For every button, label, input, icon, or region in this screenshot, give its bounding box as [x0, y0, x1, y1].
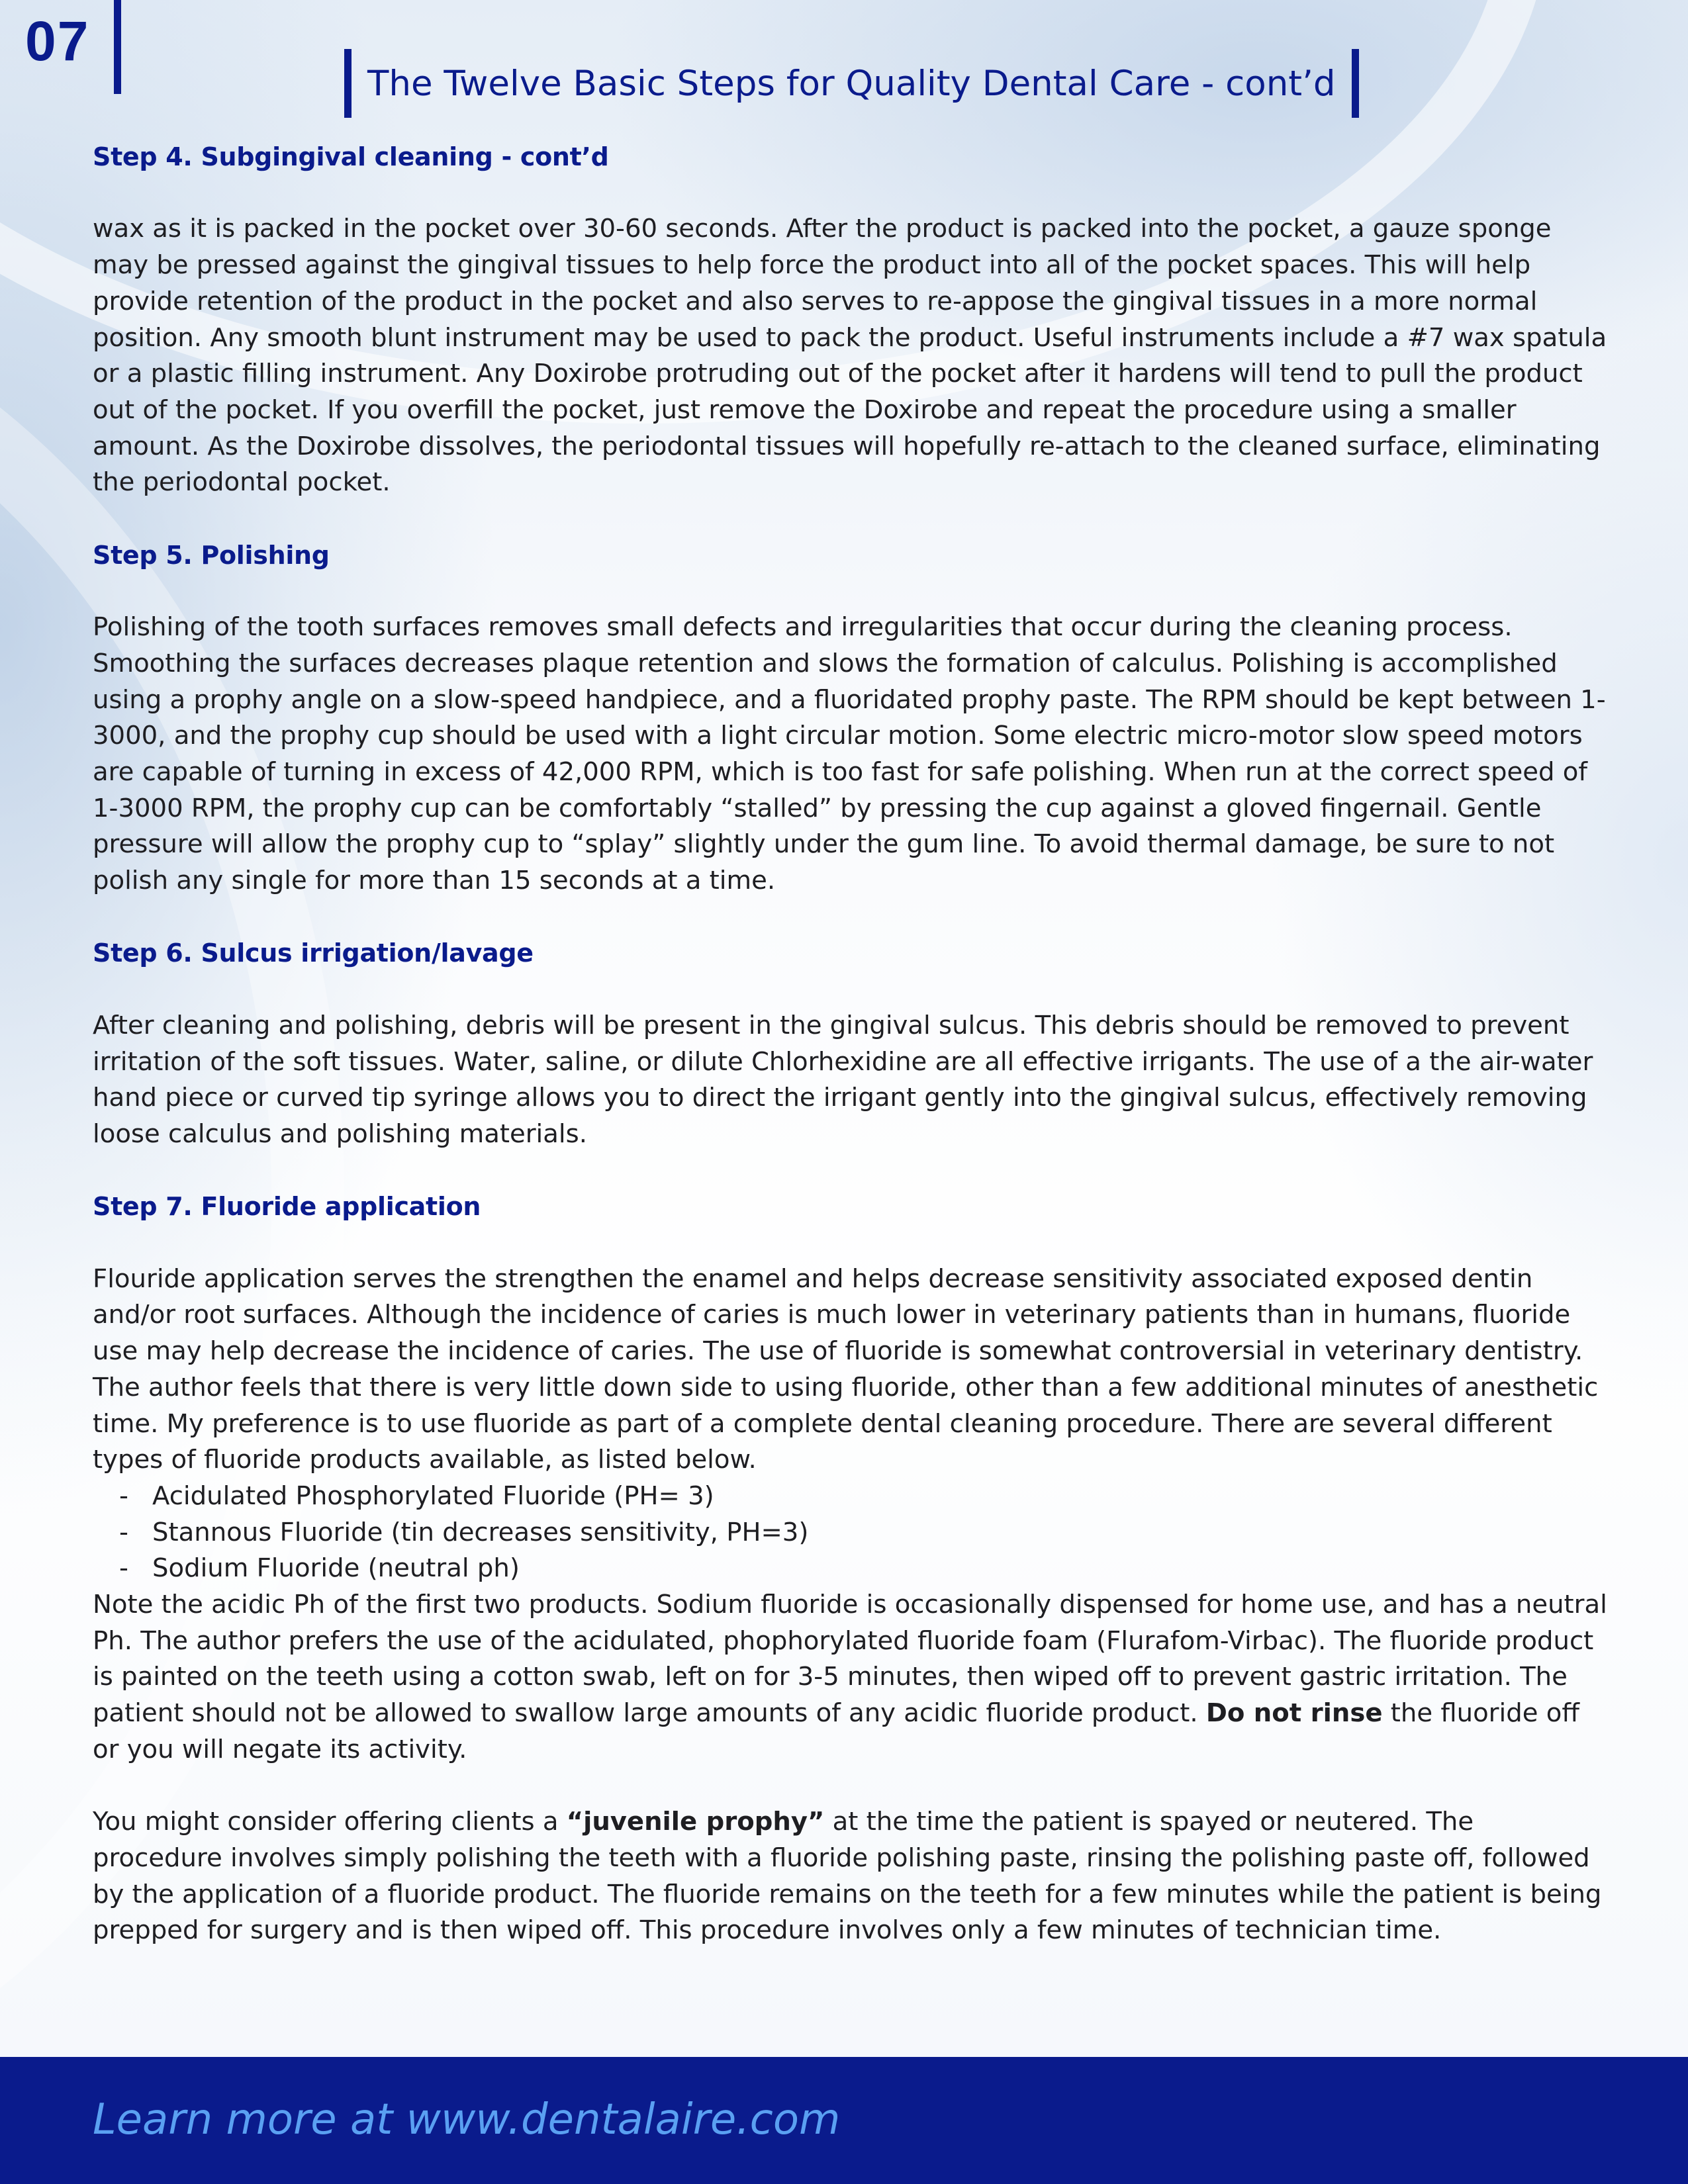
juvenile-text: You might consider offering clients a	[93, 1807, 559, 1837]
juvenile-prophy-emphasis: “juvenile prophy”	[566, 1807, 825, 1837]
step-5-heading: Step 5. Polishing	[93, 540, 330, 570]
step-6-paragraph: After cleaning and polishing, debris will be present in the gingival sulcus. This debris should be removed to prevent irritation of the soft tissues. Water, saline, or dilute Chlorhexidine are all effective irrigants. The use of a the air-water hand piece or curved tip syringe allows you to direct the irrigant gently into the gingival sulcus, effectively removing loose calculus and polishing materials.	[93, 1010, 1593, 1149]
header-left-bar	[344, 49, 352, 118]
list-item	[119, 1515, 1609, 1551]
list-dash: -	[119, 1517, 128, 1547]
juvenile-text-end: at the time the patient is spayed or neutered. The procedure involves simply polishing the teeth with a fluoride polishing paste, rinsing the polishing paste off, followed by the application of a fluoride product. The fluoride remains on the teeth for a few minutes while the patient is being prepped for surgery and is then wiped off. This procedure involves only a few minutes of technician time.	[93, 1807, 1602, 1946]
step-4-heading: Step 4. Subgingival cleaning - cont’d	[93, 142, 609, 171]
step-7-section	[93, 1189, 1609, 1949]
note-text: Note the acidic Ph of the first two products. Sodium fluoride is occasionally dispensed for home use, and has a neutral Ph. The author prefers the use of the acidulated, phophorylated fluoride foam (Flurafom-Virbac). The fluoride product is painted on the teeth using a cotton swab, left on for 3-5 minutes, then wiped off to prevent gastric irritation. The patient should not be allowed to swallow large amounts of any acidic fluoride product.	[93, 1590, 1607, 1729]
step-7-paragraph: Flouride application serves the strengthen the enamel and helps decrease sensitivity associated exposed dentin and/or root surfaces. Although the incidence of caries is much lower in veterinary patients than in humans, fluoride use may help decrease the incidence of caries. The use of fluoride is somewhat controversial in veterinary dentistry. The author feels that there is very little down side to using fluoride, other than a few additional minutes of anesthetic time. My preference is to use fluoride as part of a complete dental cleaning procedure. There are several different types of fluoride products available, as listed below.	[93, 1263, 1599, 1475]
step-6-heading: Step 6. Sulcus irrigation/lavage	[93, 938, 534, 968]
note-text-end: the fluoride off or you will negate its activity.	[93, 1698, 1579, 1764]
page-title: The Twelve Basic Steps for Quality Dental Care - cont’d	[367, 63, 1336, 104]
fluoride-note-paragraph	[93, 1587, 1609, 1768]
fluoride-types-list	[93, 1479, 1609, 1587]
step-4-paragraph: wax as it is packed in the pocket over 30-60 seconds. After the product is packed into the pocket, a gauze sponge may be pressed against the gingival tissues to help force the product into all of the pocket spaces. This will help provide retention of the product in the pocket and also serves to re-appose the gingival tissues in a more normal position. Any smooth blunt instrument may be used to pack the product. Useful instruments include a #7 wax spatula or a plastic filling instrument. Any Doxirobe protruding out of the pocket after it hardens will tend to pull the product out of the pocket. If you overfill the pocket, just remove the Doxirobe and repeat the procedure using a smaller amount. As the Doxirobe dissolves, the periodontal tissues will hopefully re-attach to the cleaned surface, eliminating the periodontal pocket.	[93, 214, 1607, 498]
do-not-rinse-emphasis: Do not rinse	[1205, 1698, 1383, 1729]
step-5-section	[93, 537, 1609, 899]
list-item	[119, 1551, 1609, 1587]
step-6-section	[93, 935, 1609, 1152]
step-7-heading: Step 7. Fluoride application	[93, 1192, 481, 1222]
list-dash: -	[119, 1553, 128, 1584]
list-item	[119, 1479, 1609, 1515]
main-content	[93, 139, 1609, 1985]
list-item-text: Stannous Fluoride (tin decreases sensitivity, PH=3)	[152, 1517, 809, 1547]
step-5-paragraph: Polishing of the tooth surfaces removes small defects and irregularities that occur during the cleaning process. Smoothing the surfaces decreases plaque retention and slows the formation of calculus. Polishing is accomplished using a prophy angle on a slow-speed handpiece, and a fluoridated prophy paste. The RPM should be kept between 1-3000, and the prophy cup should be used with a light circular motion. Some electric micro-motor slow speed motors are capable of turning in excess of 42,000 RPM, which is too fast for safe polishing. When run at the correct speed of 1-3000 RPM, the prophy cup can be comfortably “stalled” by pressing the cup against a gloved fingernail. Gentle pressure will allow the prophy cup to “splay” slightly under the gum line. To avoid thermal damage, be sure to not polish any single for more than 15 seconds at a time.	[93, 612, 1606, 896]
page-number-divider	[114, 0, 121, 94]
list-item-text: Acidulated Phosphorylated Fluoride (PH= 3)	[152, 1480, 714, 1511]
footer-banner	[0, 2057, 1688, 2184]
juvenile-prophy-paragraph	[93, 1804, 1609, 1949]
header-right-bar	[1352, 49, 1359, 118]
website-link[interactable]: Learn more at www.dentalaire.com	[93, 2095, 841, 2144]
page-number: 07	[25, 10, 90, 72]
list-item-text: Sodium Fluoride (neutral ph)	[152, 1553, 520, 1584]
step-4-section	[93, 139, 1609, 501]
list-dash: -	[119, 1480, 128, 1511]
page-header	[344, 49, 1336, 118]
